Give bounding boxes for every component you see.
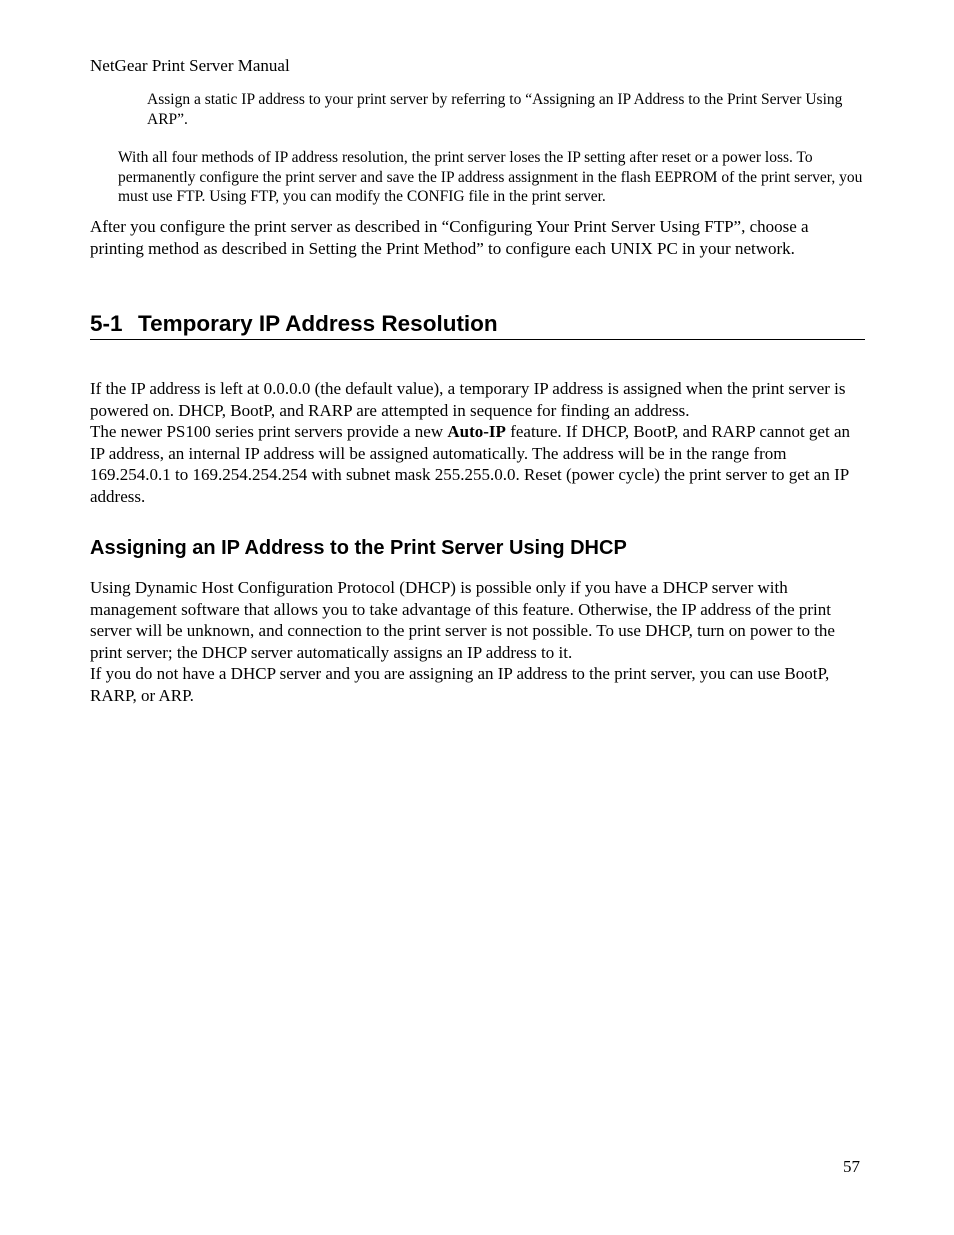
auto-ip-text-pre: The newer PS100 series print servers provide a new xyxy=(90,422,448,441)
auto-ip-text-post: feature. If DHCP, BootP, and RARP cannot get an IP address, an internal IP address will be assigned automatically. The address will be in the range from 169.254.0.1 to 169.254.254.254 with subnet mask 255.255.0.0. Reset (power cycle) the print server to get an IP address. xyxy=(90,422,850,506)
section-title: Temporary IP Address Resolution xyxy=(138,311,498,336)
ip-resolution-note: With all four methods of IP address resolution, the print server loses the IP setting after reset or a power loss. To permanently configure the print server and save the IP address assignment in the flash EEPROM of the print server, you must use FTP. Using FTP, you can modify the CONFIG file in the print server. xyxy=(118,149,863,205)
temporary-ip-paragraph: If the IP address is left at 0.0.0.0 (the default value), a temporary IP address is assigned when the print server is powered on. DHCP, BootP, and RARP are attempted in sequence for finding an address. xyxy=(90,379,846,420)
dhcp-paragraph: Using Dynamic Host Configuration Protocol (DHCP) is possible only if you have a DHCP server with management software that allows you to take advantage of this feature. Otherwise, the IP address of the print server will be unknown, and connection to the print server is not possible. To use DHCP, turn on power to the print server; the DHCP server automatically assigns an IP address to it. xyxy=(90,578,835,662)
temporary-ip-body xyxy=(90,378,862,507)
dhcp-subsection-heading: Assigning an IP Address to the Print Server Using DHCP xyxy=(90,537,627,559)
page-number: 57 xyxy=(843,1157,860,1176)
after-config-paragraph: After you configure the print server as described in “Configuring Your Print Server Using FTP”, choose a printing method as described in Setting the Print Method” to configure each UNIX PC in your network. xyxy=(90,217,809,258)
auto-ip-term: Auto-IP xyxy=(447,422,506,441)
static-ip-step-note: Assign a static IP address to your print server by referring to “Assigning an IP Address to the Print Server Using ARP”. xyxy=(147,91,843,128)
section-heading xyxy=(90,310,865,340)
running-header: NetGear Print Server Manual xyxy=(90,56,290,75)
no-dhcp-paragraph: If you do not have a DHCP server and you are assigning an IP address to the print server, you can use BootP, RARP, or ARP. xyxy=(90,664,830,705)
auto-ip-paragraph xyxy=(90,421,862,507)
section-number: 5-1 xyxy=(90,311,123,336)
dhcp-body xyxy=(90,577,862,706)
